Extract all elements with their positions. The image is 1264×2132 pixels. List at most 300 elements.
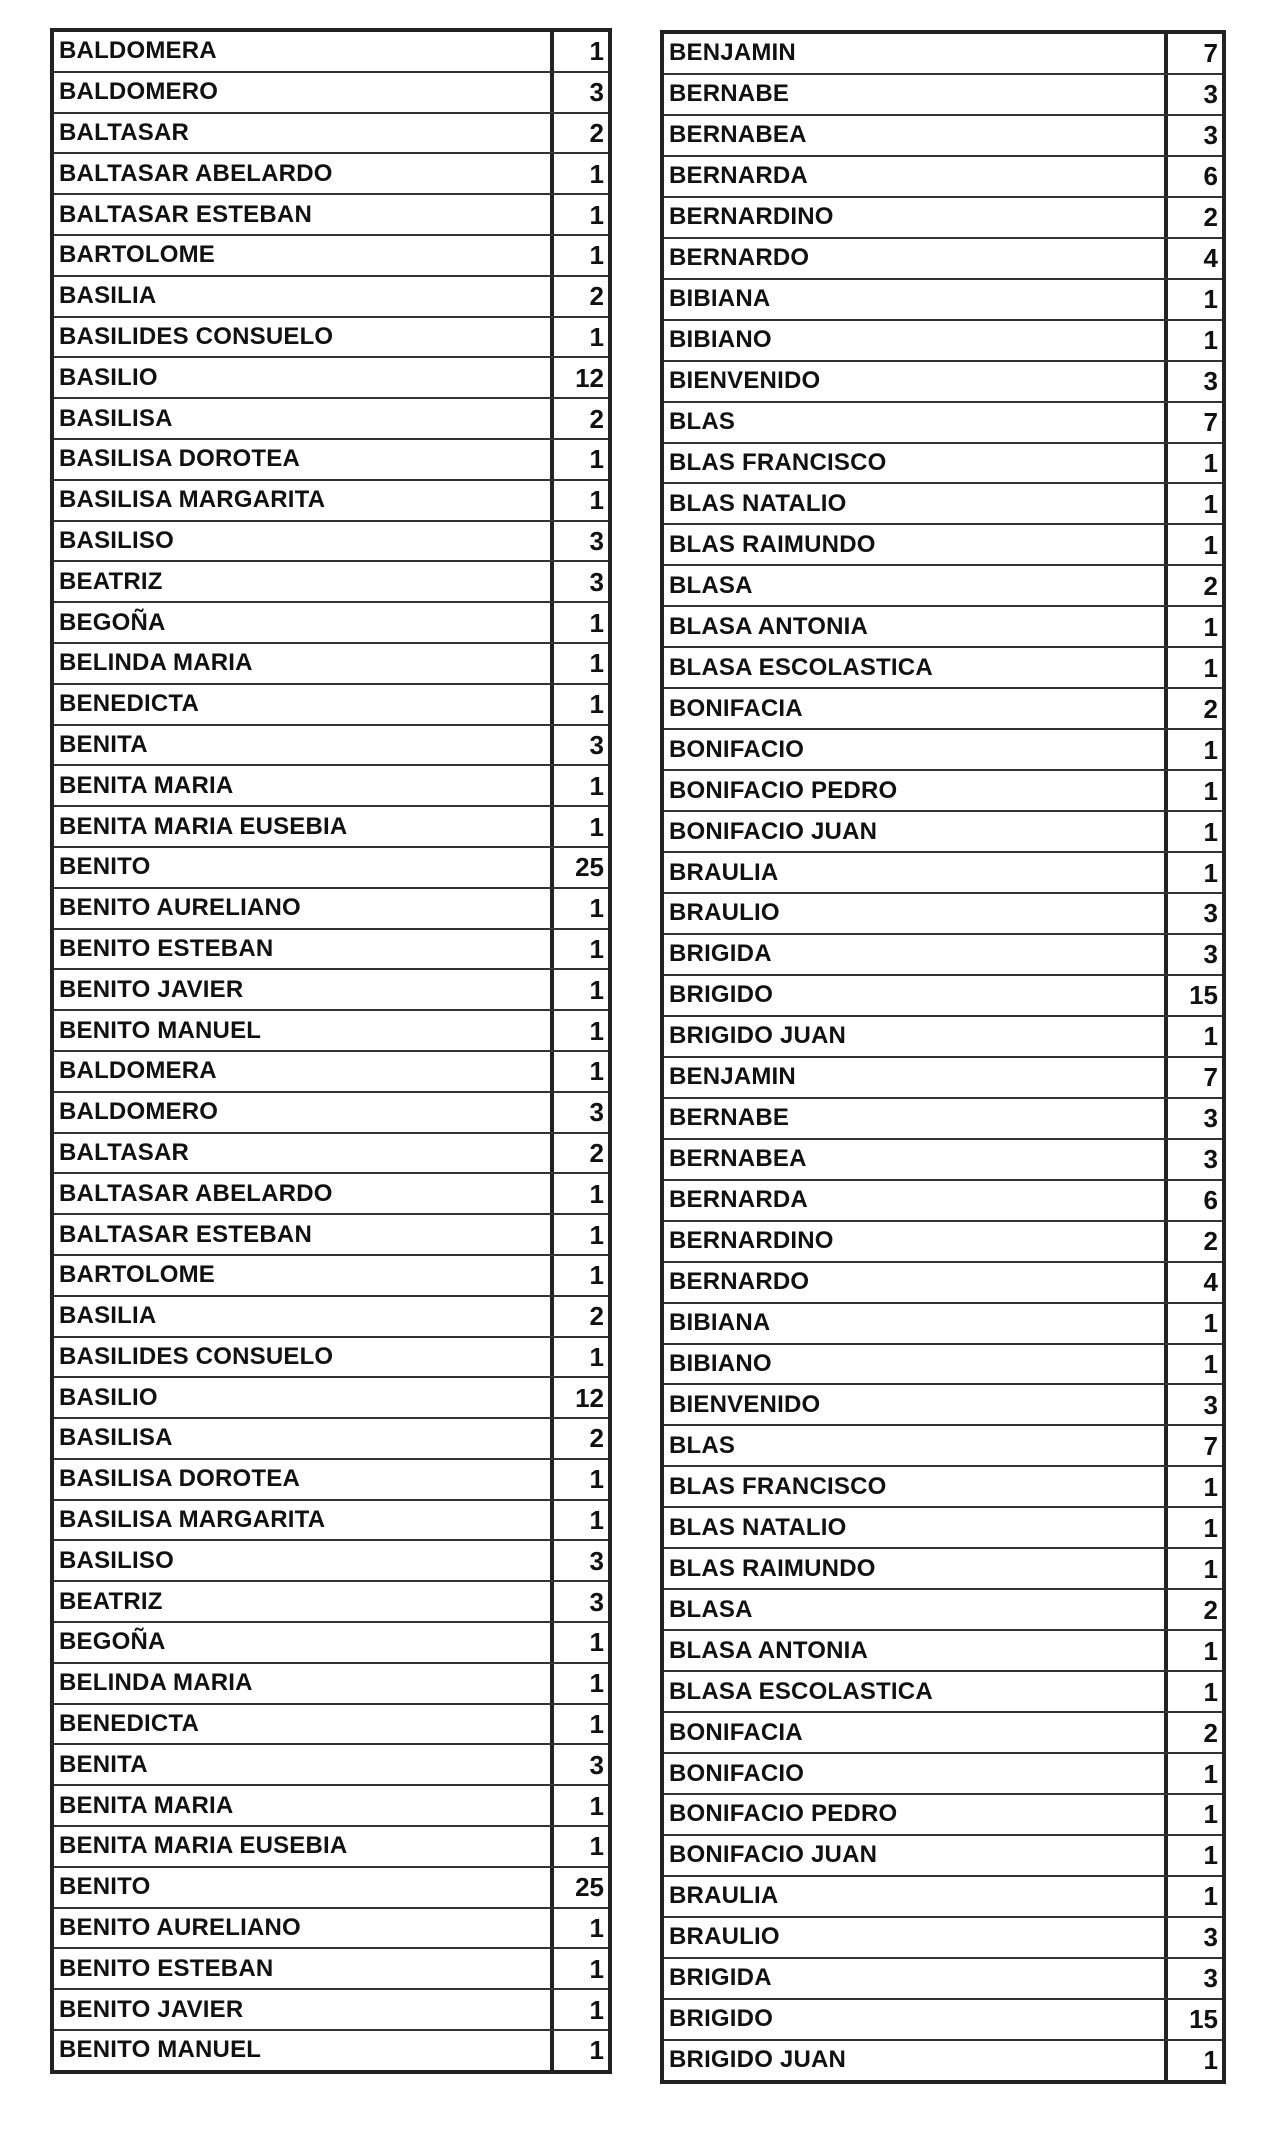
count-cell: 1 bbox=[1164, 853, 1222, 892]
count-cell: 1 bbox=[550, 807, 608, 846]
table-row bbox=[664, 1017, 1222, 1058]
count-cell: 1 bbox=[550, 1827, 608, 1866]
name-cell: BERNARDINO bbox=[669, 203, 834, 231]
count-cell: 1 bbox=[1164, 1795, 1222, 1834]
name-cell: BONIFACIO JUAN bbox=[669, 1841, 878, 1869]
name-cell: BARTOLOME bbox=[59, 241, 216, 269]
name-cell: BALTASAR ESTEBAN bbox=[59, 200, 312, 228]
count-cell: 2 bbox=[1164, 1713, 1222, 1752]
name-cell: BIBIANO bbox=[669, 326, 772, 354]
count-cell: 1 bbox=[1164, 812, 1222, 851]
name-cell: BENITA MARIA bbox=[59, 1791, 234, 1819]
table-row bbox=[54, 358, 608, 399]
table-row bbox=[664, 730, 1222, 771]
table-row bbox=[54, 399, 608, 440]
count-cell: 1 bbox=[1164, 771, 1222, 810]
table-row bbox=[54, 1338, 608, 1379]
table-row bbox=[54, 1419, 608, 1460]
name-cell: BLASA bbox=[669, 571, 753, 599]
table-row bbox=[54, 1174, 608, 1215]
count-cell: 3 bbox=[1164, 894, 1222, 933]
count-cell: 7 bbox=[1164, 403, 1222, 442]
name-cell: BASILIDES CONSUELO bbox=[59, 322, 334, 350]
count-cell: 1 bbox=[1164, 280, 1222, 319]
table-row bbox=[664, 1345, 1222, 1386]
count-cell: 15 bbox=[1164, 2000, 1222, 2039]
count-cell: 1 bbox=[550, 1460, 608, 1499]
count-cell: 1 bbox=[550, 440, 608, 479]
count-cell: 3 bbox=[1164, 1385, 1222, 1424]
name-cell: BASILISA DOROTEA bbox=[59, 1465, 300, 1493]
count-cell: 1 bbox=[550, 1705, 608, 1744]
name-cell: BENITO ESTEBAN bbox=[59, 934, 274, 962]
table-row bbox=[664, 1385, 1222, 1426]
table-row bbox=[664, 1631, 1222, 1672]
name-cell: BALDOMERA bbox=[59, 1057, 217, 1085]
table-row bbox=[664, 935, 1222, 976]
name-cell: BERNARDINO bbox=[669, 1227, 834, 1255]
count-cell: 7 bbox=[1164, 1426, 1222, 1465]
count-cell: 1 bbox=[550, 318, 608, 357]
name-cell: BLASA ESCOLASTICA bbox=[669, 653, 933, 681]
name-cell: BASILIA bbox=[59, 1302, 157, 1330]
table-row bbox=[664, 1959, 1222, 2000]
table-row bbox=[54, 848, 608, 889]
name-cell: BRIGIDO JUAN bbox=[669, 1022, 847, 1050]
table-row bbox=[664, 607, 1222, 648]
left-names-table bbox=[50, 28, 612, 2074]
count-cell: 1 bbox=[1164, 1836, 1222, 1875]
table-row bbox=[664, 444, 1222, 485]
name-cell: BENITO MANUEL bbox=[59, 2036, 262, 2064]
count-cell: 1 bbox=[550, 1786, 608, 1825]
name-cell: BENITO ESTEBAN bbox=[59, 1954, 274, 1982]
table-row bbox=[664, 362, 1222, 403]
count-cell: 3 bbox=[1164, 1918, 1222, 1957]
count-cell: 25 bbox=[550, 848, 608, 887]
name-cell: BENITO JAVIER bbox=[59, 975, 244, 1003]
table-row bbox=[664, 1795, 1222, 1836]
count-cell: 1 bbox=[550, 889, 608, 928]
table-row bbox=[664, 1304, 1222, 1345]
count-cell: 1 bbox=[1164, 321, 1222, 360]
table-row bbox=[54, 2031, 608, 2070]
name-cell: BASILISA bbox=[59, 404, 173, 432]
table-row bbox=[664, 1877, 1222, 1918]
table-row bbox=[664, 1263, 1222, 1304]
table-row bbox=[664, 2041, 1222, 2080]
table-row bbox=[664, 239, 1222, 280]
name-cell: BENEDICTA bbox=[59, 690, 200, 718]
count-cell: 1 bbox=[1164, 444, 1222, 483]
name-cell: BONIFACIO PEDRO bbox=[669, 776, 898, 804]
table-row bbox=[54, 1011, 608, 1052]
count-cell: 1 bbox=[550, 1909, 608, 1948]
name-cell: BENITO AURELIANO bbox=[59, 894, 301, 922]
count-cell: 1 bbox=[550, 685, 608, 724]
name-cell: BERNABEA bbox=[669, 1145, 807, 1173]
table-row bbox=[54, 236, 608, 277]
name-cell: BENITO AURELIANO bbox=[59, 1914, 301, 1942]
count-cell: 15 bbox=[1164, 976, 1222, 1015]
table-row bbox=[54, 970, 608, 1011]
table-row bbox=[664, 1754, 1222, 1795]
count-cell: 1 bbox=[1164, 648, 1222, 687]
table-row bbox=[664, 280, 1222, 321]
name-cell: BIBIANO bbox=[669, 1349, 772, 1377]
count-cell: 3 bbox=[1164, 935, 1222, 974]
name-cell: BENJAMIN bbox=[669, 39, 796, 67]
name-cell: BONIFACIO bbox=[669, 1759, 805, 1787]
table-row bbox=[664, 1508, 1222, 1549]
count-cell: 1 bbox=[1164, 1672, 1222, 1711]
name-cell: BENITO bbox=[59, 853, 151, 881]
table-row bbox=[664, 1836, 1222, 1877]
name-cell: BLASA ANTONIA bbox=[669, 612, 869, 640]
name-cell: BENITA MARIA EUSEBIA bbox=[59, 812, 348, 840]
table-row bbox=[54, 603, 608, 644]
name-cell: BENITO bbox=[59, 1873, 151, 1901]
table-row bbox=[54, 318, 608, 359]
table-row bbox=[54, 1215, 608, 1256]
count-cell: 2 bbox=[550, 1297, 608, 1336]
count-cell: 1 bbox=[550, 603, 608, 642]
name-cell: BERNABE bbox=[669, 1104, 790, 1132]
name-cell: BLASA ESCOLASTICA bbox=[669, 1677, 933, 1705]
name-cell: BENITA MARIA EUSEBIA bbox=[59, 1832, 348, 1860]
count-cell: 1 bbox=[550, 2031, 608, 2070]
count-cell: 3 bbox=[550, 562, 608, 601]
table-row bbox=[664, 648, 1222, 689]
name-cell: BENEDICTA bbox=[59, 1710, 200, 1738]
table-row bbox=[54, 1582, 608, 1623]
name-cell: BLAS FRANCISCO bbox=[669, 449, 887, 476]
table-row bbox=[664, 1099, 1222, 1140]
table-row bbox=[54, 1093, 608, 1134]
table-row bbox=[664, 1549, 1222, 1590]
name-cell: BEATRIZ bbox=[59, 567, 163, 595]
count-cell: 1 bbox=[1164, 1017, 1222, 1056]
count-cell: 1 bbox=[550, 1623, 608, 1662]
table-row bbox=[54, 1541, 608, 1582]
count-cell: 2 bbox=[550, 399, 608, 438]
name-cell: BELINDA MARIA bbox=[59, 1669, 253, 1697]
table-row bbox=[54, 154, 608, 195]
name-cell: BERNABEA bbox=[669, 121, 807, 149]
table-row bbox=[54, 1990, 608, 2031]
table-row bbox=[664, 566, 1222, 607]
name-cell: BENJAMIN bbox=[669, 1063, 796, 1091]
name-cell: BASILISO bbox=[59, 526, 174, 554]
name-cell: BRIGIDA bbox=[669, 940, 772, 968]
count-cell: 25 bbox=[550, 1868, 608, 1907]
table-row bbox=[664, 198, 1222, 239]
table-row bbox=[664, 157, 1222, 198]
count-cell: 1 bbox=[1164, 525, 1222, 564]
table-row bbox=[54, 1705, 608, 1746]
count-cell: 3 bbox=[550, 1541, 608, 1580]
count-cell: 12 bbox=[550, 358, 608, 397]
table-row bbox=[54, 1297, 608, 1338]
count-cell: 1 bbox=[1164, 1508, 1222, 1547]
table-row bbox=[664, 1181, 1222, 1222]
count-cell: 1 bbox=[1164, 730, 1222, 769]
table-row bbox=[664, 1713, 1222, 1754]
name-cell: BALDOMERO bbox=[59, 1098, 219, 1126]
table-row bbox=[664, 1467, 1222, 1508]
name-cell: BRIGIDA bbox=[669, 1964, 772, 1992]
table-row bbox=[54, 1623, 608, 1664]
table-row bbox=[54, 726, 608, 767]
table-row bbox=[54, 32, 608, 73]
name-cell: BLASA ANTONIA bbox=[669, 1636, 869, 1664]
name-cell: BALTASAR ESTEBAN bbox=[59, 1220, 312, 1248]
table-row bbox=[54, 114, 608, 155]
count-cell: 1 bbox=[550, 1949, 608, 1988]
count-cell: 1 bbox=[1164, 2041, 1222, 2080]
count-cell: 7 bbox=[1164, 34, 1222, 73]
table-row bbox=[54, 195, 608, 236]
name-cell: BONIFACIA bbox=[669, 1718, 803, 1746]
name-cell: BENITA bbox=[59, 1750, 148, 1778]
table-row bbox=[664, 853, 1222, 894]
name-cell: BARTOLOME bbox=[59, 1261, 216, 1289]
name-cell: BRIGIDO bbox=[669, 981, 774, 1009]
name-cell: BENITO JAVIER bbox=[59, 1995, 244, 2023]
table-row bbox=[54, 807, 608, 848]
table-row bbox=[54, 562, 608, 603]
count-cell: 1 bbox=[1164, 607, 1222, 646]
table-row bbox=[664, 321, 1222, 362]
count-cell: 1 bbox=[550, 1215, 608, 1254]
name-cell: BASILIO bbox=[59, 1383, 158, 1411]
count-cell: 12 bbox=[550, 1378, 608, 1417]
count-cell: 1 bbox=[1164, 1631, 1222, 1670]
table-row bbox=[54, 1256, 608, 1297]
count-cell: 1 bbox=[550, 766, 608, 805]
table-row bbox=[54, 1909, 608, 1950]
table-row bbox=[54, 1745, 608, 1786]
table-row bbox=[54, 1052, 608, 1093]
name-cell: BRIGIDO bbox=[669, 2005, 774, 2033]
table-row bbox=[664, 812, 1222, 853]
count-cell: 4 bbox=[1164, 239, 1222, 278]
count-cell: 1 bbox=[550, 1256, 608, 1295]
name-cell: BLASA bbox=[669, 1595, 753, 1623]
name-cell: BENITO MANUEL bbox=[59, 1016, 262, 1044]
name-cell: BLAS bbox=[669, 1431, 736, 1459]
table-row bbox=[664, 1426, 1222, 1467]
count-cell: 1 bbox=[550, 1052, 608, 1091]
table-row bbox=[664, 1672, 1222, 1713]
table-row bbox=[664, 894, 1222, 935]
name-cell: BALDOMERA bbox=[59, 37, 217, 65]
name-cell: BRIGIDO JUAN bbox=[669, 2046, 847, 2074]
table-row bbox=[54, 1786, 608, 1827]
count-cell: 3 bbox=[550, 522, 608, 561]
count-cell: 1 bbox=[550, 1501, 608, 1540]
count-cell: 3 bbox=[1164, 116, 1222, 155]
table-row bbox=[664, 771, 1222, 812]
name-cell: BASILISO bbox=[59, 1546, 174, 1574]
table-row bbox=[54, 73, 608, 114]
count-cell: 2 bbox=[550, 1134, 608, 1173]
count-cell: 3 bbox=[550, 1745, 608, 1784]
name-cell: BERNARDA bbox=[669, 1186, 808, 1214]
count-cell: 7 bbox=[1164, 1058, 1222, 1097]
table-row bbox=[664, 1140, 1222, 1181]
name-cell: BIENVENIDO bbox=[669, 1390, 821, 1418]
name-cell: BASILIDES CONSUELO bbox=[59, 1342, 334, 1370]
table-row bbox=[664, 1058, 1222, 1099]
name-cell: BERNARDO bbox=[669, 1268, 810, 1296]
count-cell: 1 bbox=[1164, 1877, 1222, 1916]
count-cell: 3 bbox=[550, 1582, 608, 1621]
name-cell: BONIFACIA bbox=[669, 694, 803, 722]
table-row bbox=[54, 889, 608, 930]
right-names-table bbox=[660, 30, 1226, 2084]
name-cell: BELINDA MARIA bbox=[59, 649, 253, 677]
name-cell: BERNARDO bbox=[669, 244, 810, 272]
table-row bbox=[54, 1501, 608, 1542]
name-cell: BLAS NATALIO bbox=[669, 489, 847, 517]
count-cell: 1 bbox=[1164, 1549, 1222, 1588]
name-cell: BALTASAR bbox=[59, 118, 190, 146]
count-cell: 1 bbox=[550, 644, 608, 683]
table-row bbox=[54, 1378, 608, 1419]
count-cell: 1 bbox=[550, 1664, 608, 1703]
table-row bbox=[664, 1918, 1222, 1959]
name-cell: BENITA MARIA bbox=[59, 771, 234, 799]
table-row bbox=[664, 1590, 1222, 1631]
name-cell: BLAS RAIMUNDO bbox=[669, 530, 876, 558]
name-cell: BONIFACIO PEDRO bbox=[669, 1800, 898, 1828]
name-cell: BASILISA MARGARITA bbox=[59, 486, 326, 514]
table-row bbox=[54, 644, 608, 685]
table-row bbox=[54, 277, 608, 318]
table-row bbox=[54, 481, 608, 522]
count-cell: 3 bbox=[550, 1093, 608, 1132]
name-cell: BRAULIA bbox=[669, 1882, 779, 1910]
table-row bbox=[54, 766, 608, 807]
count-cell: 1 bbox=[550, 481, 608, 520]
name-cell: BEGOÑA bbox=[59, 1628, 166, 1656]
table-row bbox=[54, 1949, 608, 1990]
count-cell: 2 bbox=[1164, 1590, 1222, 1629]
name-cell: BALTASAR bbox=[59, 1138, 190, 1166]
name-cell: BEATRIZ bbox=[59, 1587, 163, 1615]
name-cell: BASILISA DOROTEA bbox=[59, 445, 300, 473]
name-cell: BIENVENIDO bbox=[669, 367, 821, 395]
name-cell: BRAULIO bbox=[669, 899, 780, 927]
count-cell: 2 bbox=[550, 1419, 608, 1458]
count-cell: 1 bbox=[550, 236, 608, 275]
name-cell: BRAULIA bbox=[669, 858, 779, 886]
name-cell: BERNARDA bbox=[669, 162, 808, 190]
name-cell: BEGOÑA bbox=[59, 608, 166, 636]
count-cell: 1 bbox=[550, 1990, 608, 2029]
name-cell: BRAULIO bbox=[669, 1923, 780, 1951]
table-row bbox=[664, 484, 1222, 525]
name-cell: BLAS RAIMUNDO bbox=[669, 1554, 876, 1582]
count-cell: 1 bbox=[1164, 1754, 1222, 1793]
table-row bbox=[54, 1827, 608, 1868]
count-cell: 1 bbox=[550, 195, 608, 234]
table-row bbox=[54, 1460, 608, 1501]
name-cell: BERNABE bbox=[669, 80, 790, 108]
count-cell: 2 bbox=[550, 114, 608, 153]
name-cell: BASILIA bbox=[59, 282, 157, 310]
table-row bbox=[54, 685, 608, 726]
table-row bbox=[54, 522, 608, 563]
table-row bbox=[664, 34, 1222, 75]
name-cell: BLAS NATALIO bbox=[669, 1513, 847, 1541]
name-cell: BALDOMERO bbox=[59, 78, 219, 106]
table-row bbox=[664, 116, 1222, 157]
left-table-rows bbox=[54, 32, 608, 2070]
count-cell: 2 bbox=[550, 277, 608, 316]
table-row bbox=[664, 525, 1222, 566]
count-cell: 1 bbox=[1164, 484, 1222, 523]
count-cell: 2 bbox=[1164, 566, 1222, 605]
count-cell: 2 bbox=[1164, 198, 1222, 237]
name-cell: BALTASAR ABELARDO bbox=[59, 159, 333, 187]
count-cell: 1 bbox=[550, 1338, 608, 1377]
name-cell: BLAS bbox=[669, 408, 736, 436]
count-cell: 1 bbox=[550, 970, 608, 1009]
table-row bbox=[664, 976, 1222, 1017]
count-cell: 2 bbox=[1164, 1222, 1222, 1261]
count-cell: 6 bbox=[1164, 157, 1222, 196]
name-cell: BLAS FRANCISCO bbox=[669, 1472, 887, 1500]
count-cell: 1 bbox=[550, 154, 608, 193]
name-cell: BENITA bbox=[59, 730, 148, 758]
table-row bbox=[664, 403, 1222, 444]
table-row bbox=[664, 75, 1222, 116]
count-cell: 1 bbox=[1164, 1345, 1222, 1384]
count-cell: 1 bbox=[550, 1174, 608, 1213]
count-cell: 3 bbox=[550, 73, 608, 112]
right-table-rows bbox=[664, 34, 1222, 2080]
count-cell: 1 bbox=[1164, 1467, 1222, 1506]
table-row bbox=[54, 1134, 608, 1175]
table-row bbox=[54, 930, 608, 971]
name-cell: BASILISA MARGARITA bbox=[59, 1506, 326, 1534]
count-cell: 3 bbox=[1164, 362, 1222, 401]
table-row bbox=[664, 689, 1222, 730]
count-cell: 1 bbox=[550, 32, 608, 71]
name-cell: BONIFACIO bbox=[669, 735, 805, 763]
name-cell: BIBIANA bbox=[669, 1309, 771, 1337]
count-cell: 4 bbox=[1164, 1263, 1222, 1302]
table-row bbox=[664, 1222, 1222, 1263]
table-row bbox=[54, 1868, 608, 1909]
count-cell: 3 bbox=[1164, 1140, 1222, 1179]
name-cell: BASILIO bbox=[59, 363, 158, 391]
count-cell: 1 bbox=[1164, 1304, 1222, 1343]
name-cell: BASILISA bbox=[59, 1424, 173, 1452]
count-cell: 3 bbox=[1164, 1959, 1222, 1998]
count-cell: 3 bbox=[1164, 75, 1222, 114]
table-row bbox=[54, 1664, 608, 1705]
table-row bbox=[54, 440, 608, 481]
count-cell: 3 bbox=[1164, 1099, 1222, 1138]
count-cell: 1 bbox=[550, 1011, 608, 1050]
table-row bbox=[664, 2000, 1222, 2041]
name-cell: BIBIANA bbox=[669, 285, 771, 313]
count-cell: 1 bbox=[550, 930, 608, 969]
count-cell: 3 bbox=[550, 726, 608, 765]
